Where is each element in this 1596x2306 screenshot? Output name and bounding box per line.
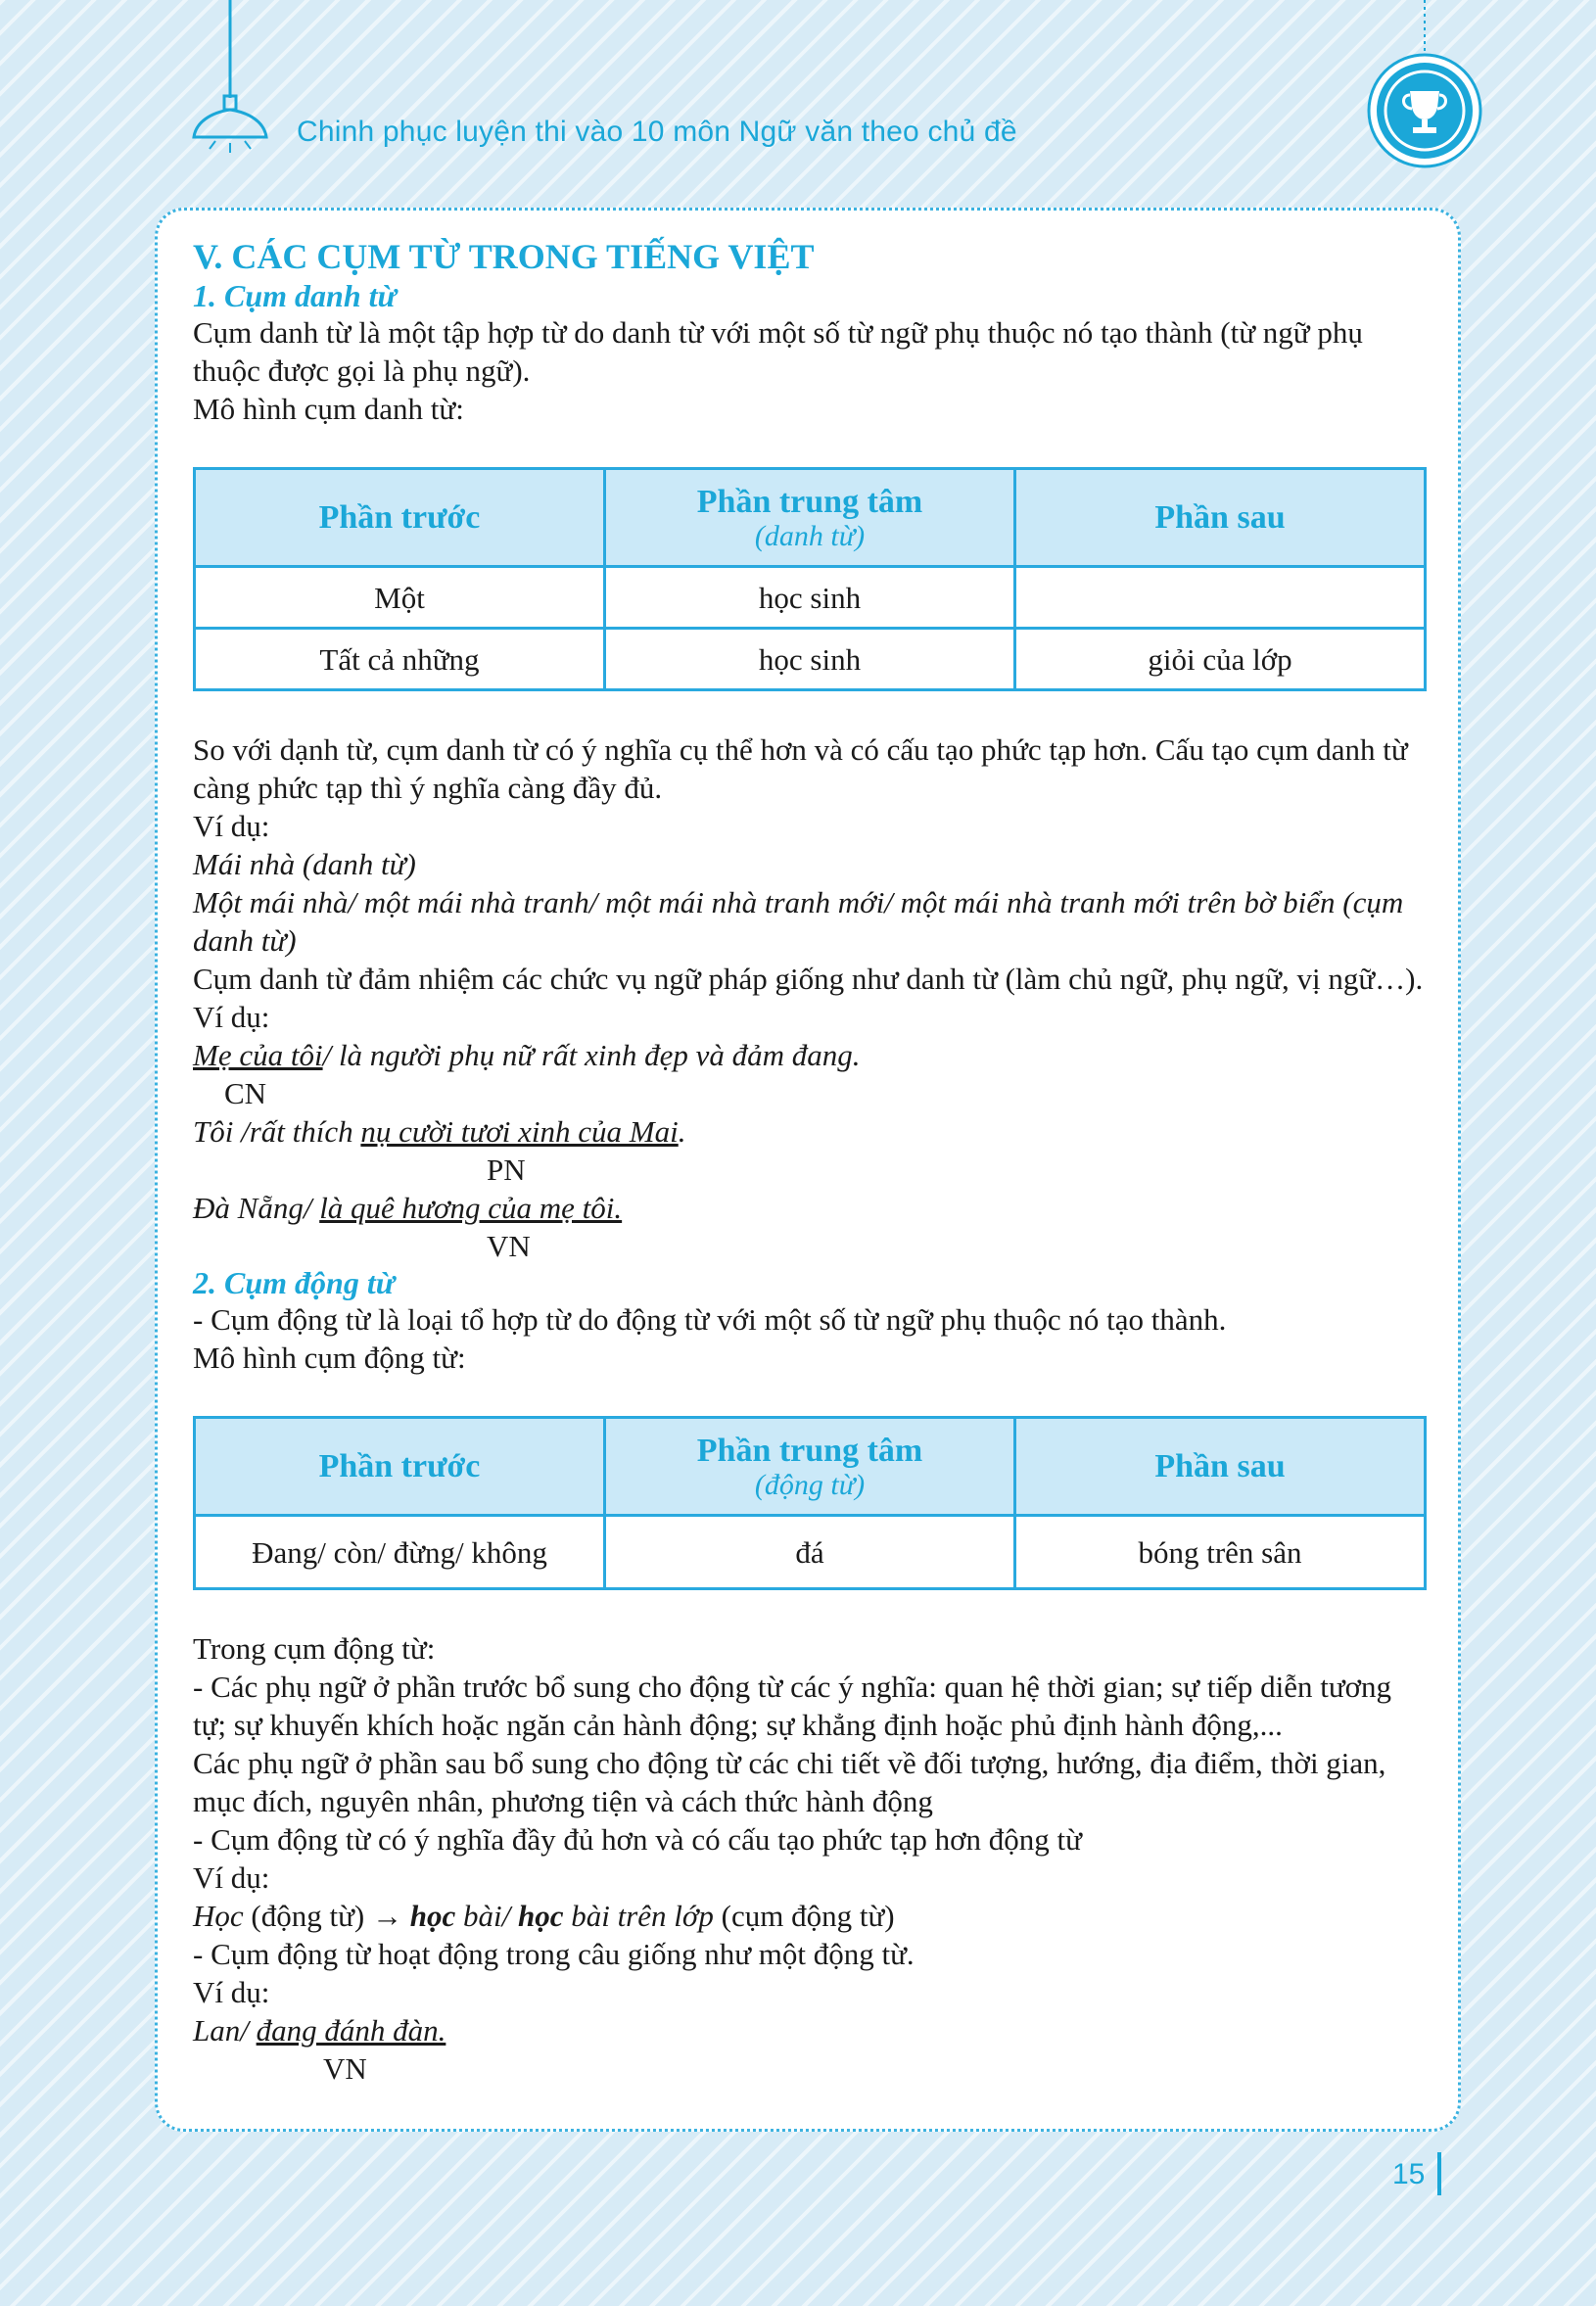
table-header-cell xyxy=(605,1418,1015,1516)
verb-phrase-model-label: Mô hình cụm động từ: xyxy=(193,1341,466,1375)
page-number-bar xyxy=(1437,2152,1441,2195)
example-sentence xyxy=(193,1112,1427,1151)
underlined-phrase: Mẹ của tôi xyxy=(193,1038,323,1072)
table-cell xyxy=(1015,567,1426,629)
hanging-lamp-icon xyxy=(186,0,274,157)
example-word: Học xyxy=(193,1899,244,1933)
example-label: Ví dụ: xyxy=(193,1975,270,2009)
verb-phrase-table xyxy=(193,1416,1427,1590)
table-cell: học sinh xyxy=(605,629,1015,690)
verb-phrase-meaning: - Cụm động từ có ý nghĩa đầy đủ hơn và có cấu tạo phức tạp hơn động từ xyxy=(193,1822,1082,1857)
example-note: (cụm động từ) xyxy=(713,1899,895,1933)
table-header-note: (danh từ) xyxy=(754,519,866,552)
table-header-cell: Phần trước xyxy=(195,469,605,567)
underlined-phrase: nụ cười tươi xinh của Mai xyxy=(360,1114,679,1149)
sentence-rest: Lan/ xyxy=(193,2013,257,2047)
example-label: Ví dụ: xyxy=(193,809,270,843)
example-label: Ví dụ: xyxy=(193,1000,270,1034)
underlined-phrase: đang đánh đàn. xyxy=(256,2013,446,2047)
table-row xyxy=(195,567,1426,629)
grammar-tag: VN xyxy=(323,2051,367,2086)
section-title: V. CÁC CỤM TỪ TRONG TIẾNG VIỆT xyxy=(193,237,815,276)
example-sentence xyxy=(193,1036,1427,1074)
example-word-note: (động từ) xyxy=(243,1899,372,1933)
table-header-cell: Phần trước xyxy=(195,1418,605,1516)
table-header-cell xyxy=(605,469,1015,567)
table-row xyxy=(195,1516,1426,1589)
noun-phrase-table xyxy=(193,467,1427,691)
page-number: 15 xyxy=(1392,2158,1426,2190)
example-sentence xyxy=(193,2011,1427,2049)
header-title: Chinh phục luyện thi vào 10 môn Ngữ văn theo chủ đề xyxy=(297,116,1017,148)
table-header-row xyxy=(195,469,1426,567)
table-header-cell: Phần sau xyxy=(1015,469,1426,567)
verb-phrase-pre-modifiers: - Các phụ ngữ ở phần trước bổ sung cho động từ các ý nghĩa: quan hệ thời gian; sự tiếp diễn tương tự; sự khuyến khích hoặc ngăn cản hành động; sự khẳng định hoặc phủ định hành động,... xyxy=(193,1670,1392,1742)
verb-phrase-intro: Trong cụm động từ: xyxy=(193,1631,436,1666)
noun-phrase-definition: Cụm danh từ là một tập hợp từ do danh từ với một số từ ngữ phụ thuộc nó tạo thành (từ ngữ phụ thuộc được gọi là phụ ngữ). xyxy=(193,315,1363,388)
verb-phrase-heading: 2. Cụm động từ xyxy=(193,1265,395,1300)
main-content xyxy=(193,235,1427,2088)
example-text: bài trên lớp xyxy=(563,1899,714,1933)
trophy-icon xyxy=(1366,0,1483,171)
example-text: Một mái nhà/ một mái nhà tranh/ một mái nhà tranh mới/ một mái nhà tranh mới trên bờ biển (cụm danh từ) xyxy=(193,885,1404,958)
grammar-tag: CN xyxy=(224,1076,267,1110)
example-text: bài/ xyxy=(455,1899,518,1933)
sentence-rest: Tôi /rất thích xyxy=(193,1114,361,1149)
arrow-icon: → xyxy=(371,1899,402,1933)
table-cell: Tất cả những xyxy=(195,629,605,690)
sentence-end: . xyxy=(678,1114,686,1149)
table-cell: giỏi của lớp xyxy=(1015,629,1426,690)
verb-phrase-definition: - Cụm động từ là loại tổ hợp từ do động từ với một số từ ngữ phụ thuộc nó tạo thành. xyxy=(193,1302,1227,1337)
table-cell: đá xyxy=(605,1516,1015,1589)
underlined-phrase: là quê hương của mẹ tôi. xyxy=(319,1191,623,1225)
example-label: Ví dụ: xyxy=(193,1860,270,1895)
noun-phrase-heading: 1. Cụm danh từ xyxy=(193,278,397,313)
table-cell: Một xyxy=(195,567,605,629)
verb-phrase-post-modifiers: Các phụ ngữ ở phần sau bổ sung cho động từ các chi tiết về đối tượng, hướng, địa điểm, thời gian, mục đích, nguyên nhân, phương tiện và cách thức hành động xyxy=(193,1746,1386,1818)
grammar-tag: PN xyxy=(487,1153,526,1187)
table-header-label: Phần trung tâm xyxy=(696,483,923,520)
example-sentence xyxy=(193,1897,1427,1935)
sentence-rest: Đà Nẵng/ xyxy=(193,1191,320,1225)
table-header-cell: Phần sau xyxy=(1015,1418,1426,1516)
verb-phrase-function: - Cụm động từ hoạt động trong câu giống như một động từ. xyxy=(193,1937,915,1971)
table-header-note: (động từ) xyxy=(754,1468,866,1501)
bold-word: học xyxy=(517,1899,564,1933)
noun-phrase-model-label: Mô hình cụm danh từ: xyxy=(193,392,464,426)
noun-phrase-function: Cụm danh từ đảm nhiệm các chức vụ ngữ pháp giống như danh từ (làm chủ ngữ, phụ ngữ, vị ngữ…). xyxy=(193,962,1424,996)
table-cell: Đang/ còn/ đừng/ không xyxy=(195,1516,605,1589)
table-cell: bóng trên sân xyxy=(1015,1516,1426,1589)
table-row xyxy=(195,629,1426,690)
grammar-tag: VN xyxy=(487,1229,531,1263)
example-text: Mái nhà (danh từ) xyxy=(193,847,416,881)
bold-word: học xyxy=(409,1899,456,1933)
noun-phrase-comparison: So với dạnh từ, cụm danh từ có ý nghĩa cụ thể hơn và có cấu tạo phức tạp hơn. Cấu tạo cụm danh từ càng phức tạp thì ý nghĩa càng đầy đủ. xyxy=(193,732,1408,805)
table-cell: học sinh xyxy=(605,567,1015,629)
table-header-label: Phần trung tâm xyxy=(696,1432,923,1469)
sentence-rest: / là người phụ nữ rất xinh đẹp và đảm đang. xyxy=(322,1038,861,1072)
table-header-row xyxy=(195,1418,1426,1516)
example-sentence xyxy=(193,1189,1427,1227)
